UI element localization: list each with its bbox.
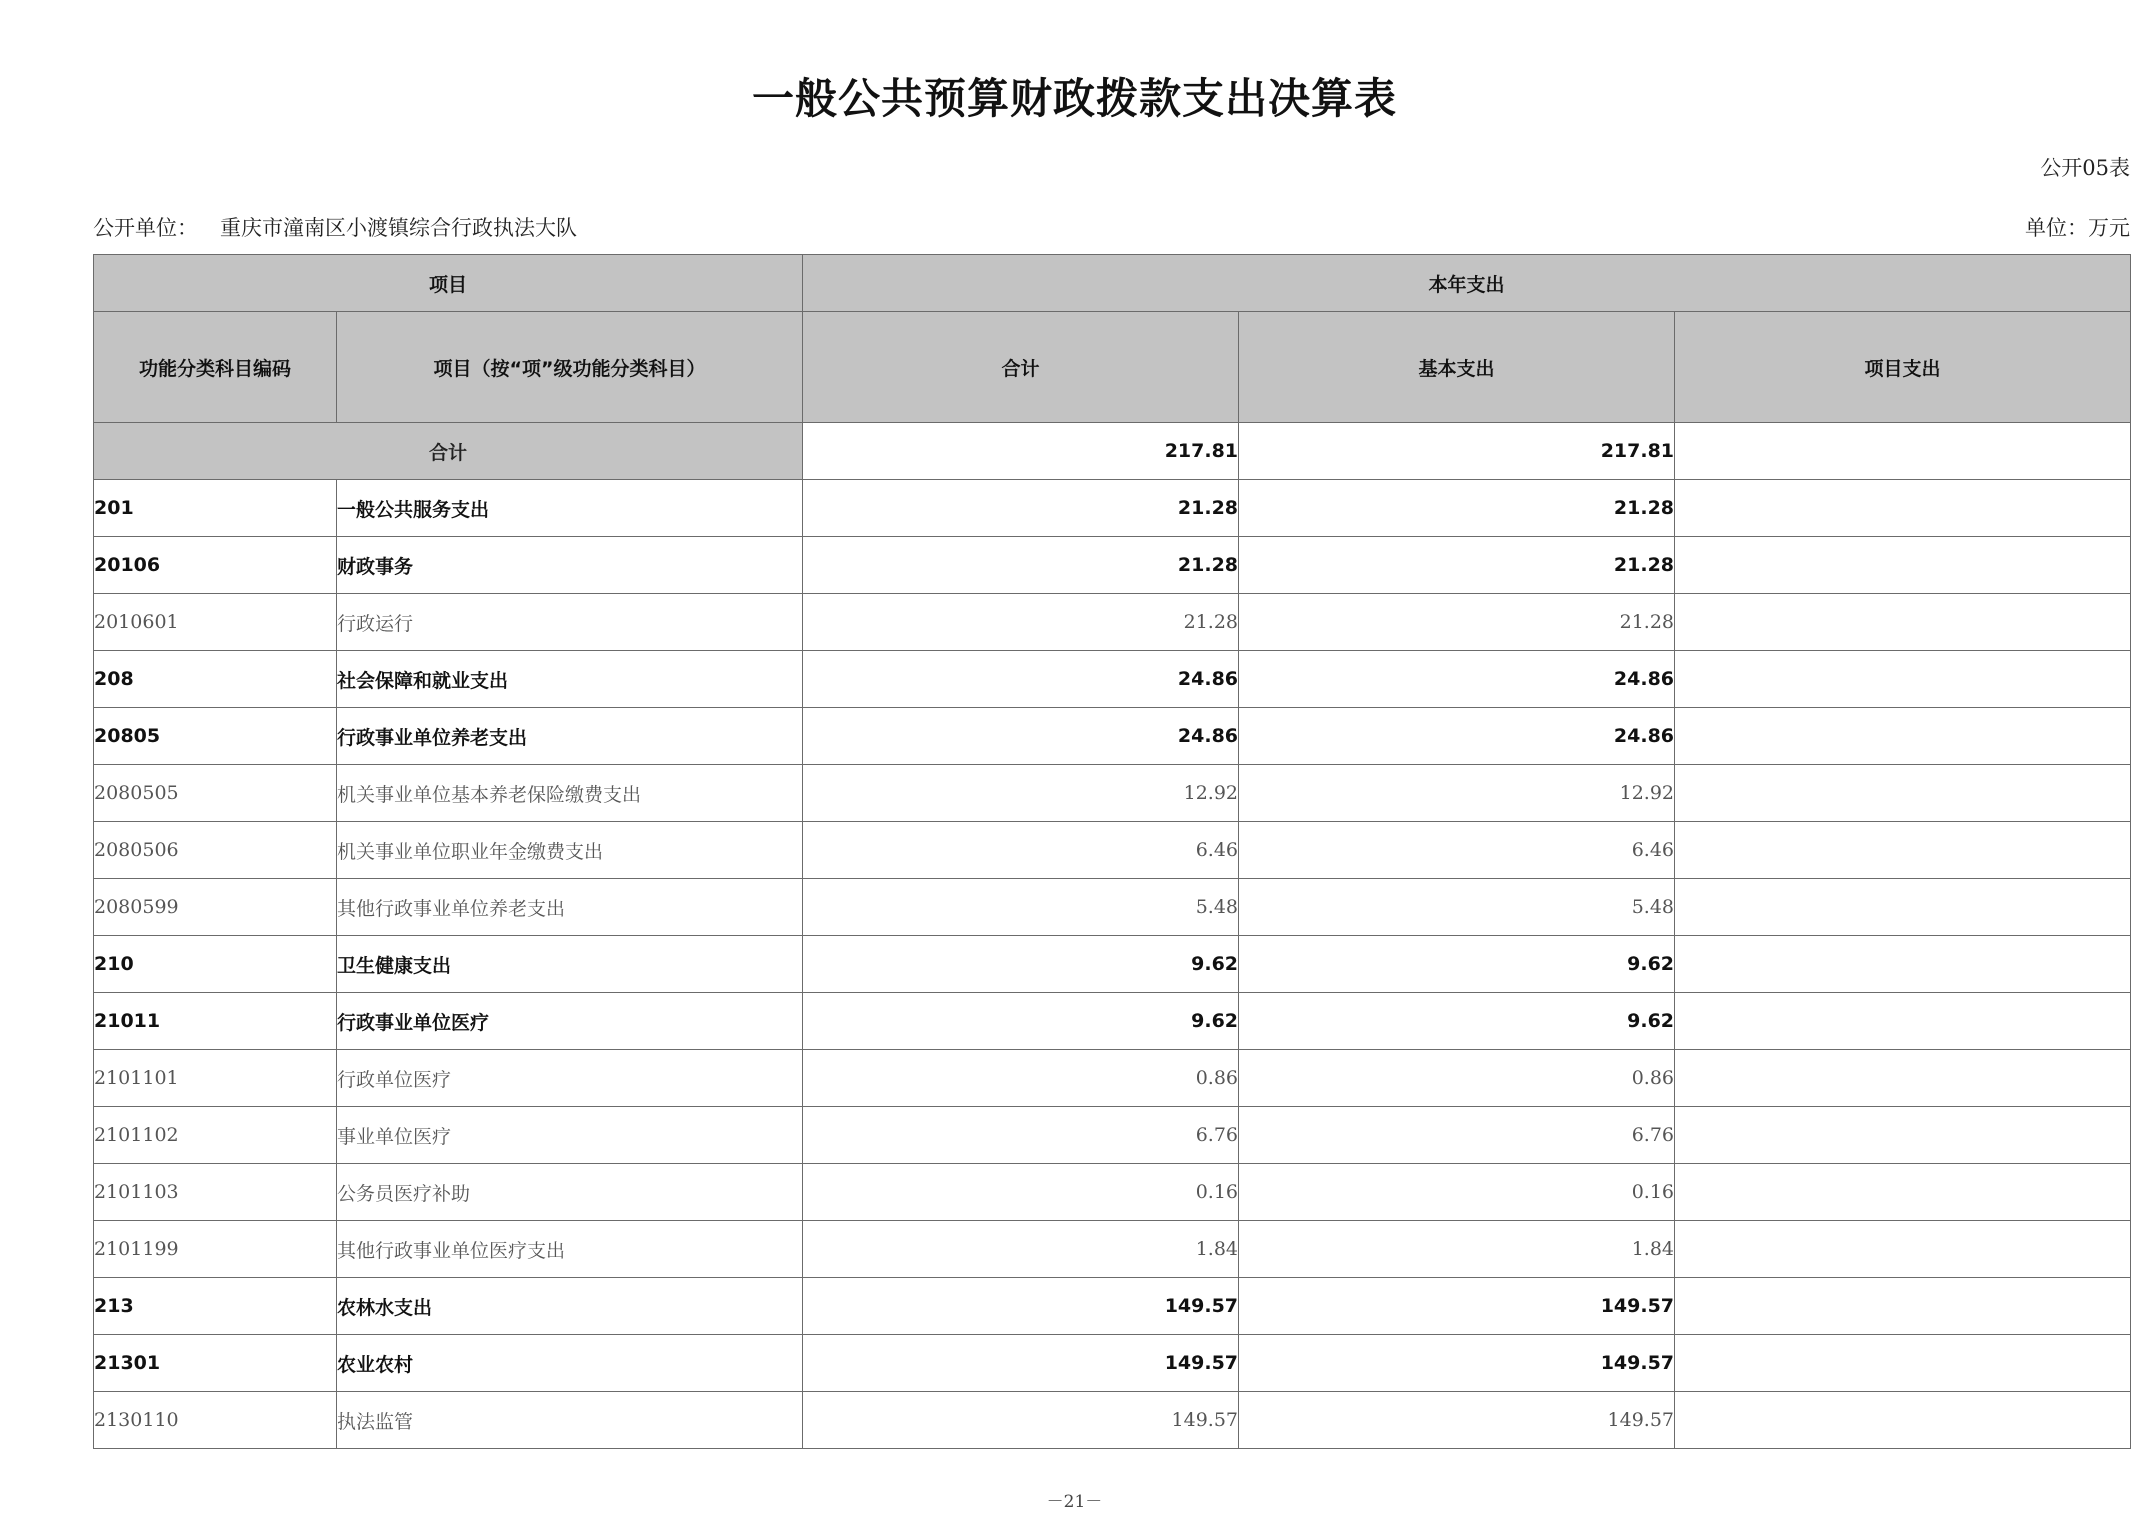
row-total: 24.86 <box>803 708 1239 765</box>
row-name: 财政事务 <box>337 537 803 594</box>
row-name: 机关事业单位职业年金缴费支出 <box>337 822 803 879</box>
row-name: 行政事业单位养老支出 <box>337 708 803 765</box>
row-project <box>1675 1164 2131 1221</box>
row-basic: 0.86 <box>1239 1050 1675 1107</box>
page-title: 一般公共预算财政拨款支出决算表 <box>751 74 1397 123</box>
row-total: 1.84 <box>803 1221 1239 1278</box>
unit-line <box>93 212 577 242</box>
row-code: 2101101 <box>94 1050 337 1107</box>
row-code: 2101199 <box>94 1221 337 1278</box>
row-total: 21.28 <box>803 480 1239 537</box>
row-basic: 21.28 <box>1239 537 1675 594</box>
row-code: 208 <box>94 651 337 708</box>
row-basic: 149.57 <box>1239 1278 1675 1335</box>
row-project <box>1675 651 2131 708</box>
row-code: 213 <box>94 1278 337 1335</box>
table-row <box>94 480 2131 537</box>
row-code: 2080599 <box>94 879 337 936</box>
row-basic: 21.28 <box>1239 594 1675 651</box>
row-name: 其他行政事业单位养老支出 <box>337 879 803 936</box>
row-code: 210 <box>94 936 337 993</box>
total-project <box>1675 423 2131 480</box>
row-total: 21.28 <box>803 594 1239 651</box>
row-total: 5.48 <box>803 879 1239 936</box>
row-project <box>1675 936 2131 993</box>
row-name: 卫生健康支出 <box>337 936 803 993</box>
row-name: 公务员医疗补助 <box>337 1164 803 1221</box>
header-code: 功能分类科目编码 <box>94 312 337 423</box>
table-row <box>94 1278 2131 1335</box>
row-total: 149.57 <box>803 1278 1239 1335</box>
row-project <box>1675 1221 2131 1278</box>
row-basic: 6.46 <box>1239 822 1675 879</box>
row-basic: 6.76 <box>1239 1107 1675 1164</box>
table-row <box>94 1107 2131 1164</box>
row-project <box>1675 480 2131 537</box>
row-name: 事业单位医疗 <box>337 1107 803 1164</box>
row-project <box>1675 594 2131 651</box>
row-code: 2010601 <box>94 594 337 651</box>
row-code: 2101102 <box>94 1107 337 1164</box>
row-project <box>1675 993 2131 1050</box>
row-code: 2080506 <box>94 822 337 879</box>
table-row <box>94 594 2131 651</box>
row-code: 20106 <box>94 537 337 594</box>
row-code: 2101103 <box>94 1164 337 1221</box>
table-row <box>94 1164 2131 1221</box>
header-total: 合计 <box>803 312 1239 423</box>
row-name: 农业农村 <box>337 1335 803 1392</box>
row-total: 6.46 <box>803 822 1239 879</box>
table-row <box>94 822 2131 879</box>
row-code: 20805 <box>94 708 337 765</box>
table-row <box>94 765 2131 822</box>
total-row <box>94 423 2131 480</box>
row-basic: 24.86 <box>1239 708 1675 765</box>
page-number: －21－ <box>1046 1492 1103 1512</box>
table-row <box>94 1050 2131 1107</box>
row-project <box>1675 822 2131 879</box>
row-name: 行政事业单位医疗 <box>337 993 803 1050</box>
row-basic: 12.92 <box>1239 765 1675 822</box>
row-code: 21301 <box>94 1335 337 1392</box>
total-label: 合计 <box>94 423 803 480</box>
row-total: 21.28 <box>803 537 1239 594</box>
row-name: 行政单位医疗 <box>337 1050 803 1107</box>
row-project <box>1675 1107 2131 1164</box>
row-project <box>1675 1050 2131 1107</box>
row-name: 执法监管 <box>337 1392 803 1449</box>
header-year-expense: 本年支出 <box>803 255 2131 312</box>
table-row <box>94 537 2131 594</box>
row-basic: 9.62 <box>1239 993 1675 1050</box>
unit-name: 重庆市潼南区小渡镇综合行政执法大队 <box>220 216 577 240</box>
row-basic: 149.57 <box>1239 1335 1675 1392</box>
expenditure-table <box>93 254 2131 1449</box>
header-project-expense: 项目支出 <box>1675 312 2131 423</box>
total-amount: 217.81 <box>803 423 1239 480</box>
row-project <box>1675 1392 2131 1449</box>
table-row <box>94 1335 2131 1392</box>
currency-unit: 单位：万元 <box>2025 216 2130 240</box>
row-name: 一般公共服务支出 <box>337 480 803 537</box>
row-code: 2080505 <box>94 765 337 822</box>
row-basic: 1.84 <box>1239 1221 1675 1278</box>
row-name: 行政运行 <box>337 594 803 651</box>
row-total: 0.86 <box>803 1050 1239 1107</box>
row-total: 149.57 <box>803 1392 1239 1449</box>
row-total: 6.76 <box>803 1107 1239 1164</box>
table-row <box>94 936 2131 993</box>
row-name: 农林水支出 <box>337 1278 803 1335</box>
row-basic: 21.28 <box>1239 480 1675 537</box>
row-project <box>1675 765 2131 822</box>
table-row <box>94 708 2131 765</box>
table-row <box>94 651 2131 708</box>
row-total: 0.16 <box>803 1164 1239 1221</box>
row-project <box>1675 708 2131 765</box>
table-row <box>94 1392 2131 1449</box>
row-project <box>1675 879 2131 936</box>
row-project <box>1675 537 2131 594</box>
form-number: 公开05表 <box>2040 156 2130 180</box>
row-name: 其他行政事业单位医疗支出 <box>337 1221 803 1278</box>
row-basic: 149.57 <box>1239 1392 1675 1449</box>
row-basic: 0.16 <box>1239 1164 1675 1221</box>
row-code: 21011 <box>94 993 337 1050</box>
row-project <box>1675 1278 2131 1335</box>
row-basic: 5.48 <box>1239 879 1675 936</box>
total-basic: 217.81 <box>1239 423 1675 480</box>
row-code: 2130110 <box>94 1392 337 1449</box>
header-project: 项目 <box>94 255 803 312</box>
row-name: 社会保障和就业支出 <box>337 651 803 708</box>
row-total: 9.62 <box>803 993 1239 1050</box>
unit-label: 公开单位： <box>93 216 198 240</box>
row-name: 机关事业单位基本养老保险缴费支出 <box>337 765 803 822</box>
row-total: 9.62 <box>803 936 1239 993</box>
row-code: 201 <box>94 480 337 537</box>
table-row <box>94 879 2131 936</box>
row-basic: 9.62 <box>1239 936 1675 993</box>
row-basic: 24.86 <box>1239 651 1675 708</box>
row-total: 149.57 <box>803 1335 1239 1392</box>
row-total: 24.86 <box>803 651 1239 708</box>
table-row <box>94 1221 2131 1278</box>
row-project <box>1675 1335 2131 1392</box>
header-name: 项目（按“项”级功能分类科目） <box>337 312 803 423</box>
row-total: 12.92 <box>803 765 1239 822</box>
table-row <box>94 993 2131 1050</box>
header-basic: 基本支出 <box>1239 312 1675 423</box>
